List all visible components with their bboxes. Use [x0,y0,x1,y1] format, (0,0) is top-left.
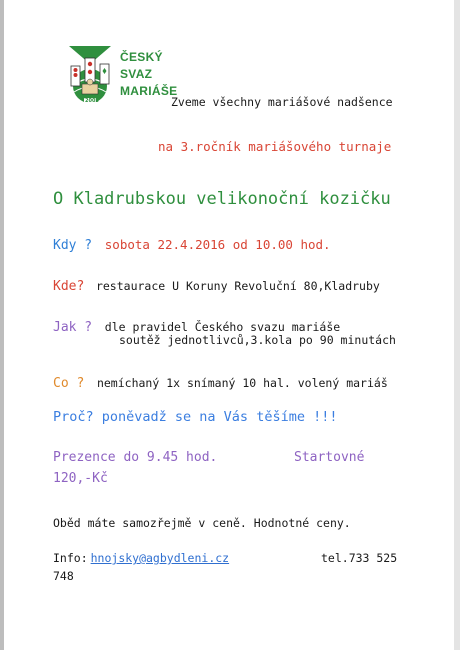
info-label: Info: [53,551,88,565]
logo-text [120,49,177,100]
kdy-label: Kdy ? [53,238,93,253]
kdy-value: sobota 22.4.2016 od 10.00 hod. [104,237,331,252]
kde-label: Kde? [53,279,85,294]
kde-value: restaurace U Koruny Revoluční 80,Kladruby [95,279,380,293]
jak-line-1: dle pravidel Českého svazu mariáše [104,320,341,334]
logo-line-1: ČESKÝ [120,50,163,64]
co-row [53,372,388,391]
logo-line-2: SVAZ [120,67,153,81]
obed-text: Oběd máte samozřejmě v ceně. Hodnotné ceny. [53,516,351,530]
kdy-row [53,234,331,253]
event-title: O Kladrubskou velikonoční kozičku [53,189,391,209]
email-link[interactable]: hnojsky@agbydleni.cz [90,551,230,565]
tournament-subtitle: na 3.ročník mariášového turnaje [158,139,392,154]
co-label: Co ? [53,376,85,391]
phone-label: tel.733 525 [321,551,398,565]
jak-label: Jak ? [53,320,93,335]
logo-badge-year: 2005 [85,98,99,104]
invite-text: Zveme všechny mariášové nadšence [171,95,393,109]
prezence-text: Prezence do 9.45 hod. [53,450,218,465]
logo-emblem [65,44,115,108]
co-value: nemíchaný 1x snímaný 10 hal. volený mariáš [96,376,388,390]
logo-line-3: MARIÁŠE [120,84,178,98]
info-row [53,551,229,565]
scan-edge-left [0,0,4,650]
proc-text: Proč? poněvadž se na Vás těšíme !!! [53,409,338,425]
startovne-value: 120,-Kč [53,471,108,486]
jak-line-2: soutěž jednotlivců,3.kola po 90 minutách [119,333,396,347]
scan-edge-right [454,0,460,650]
kde-row [53,275,380,294]
phone-continuation: 748 [53,569,74,583]
startovne-label: Startovné [294,450,365,465]
